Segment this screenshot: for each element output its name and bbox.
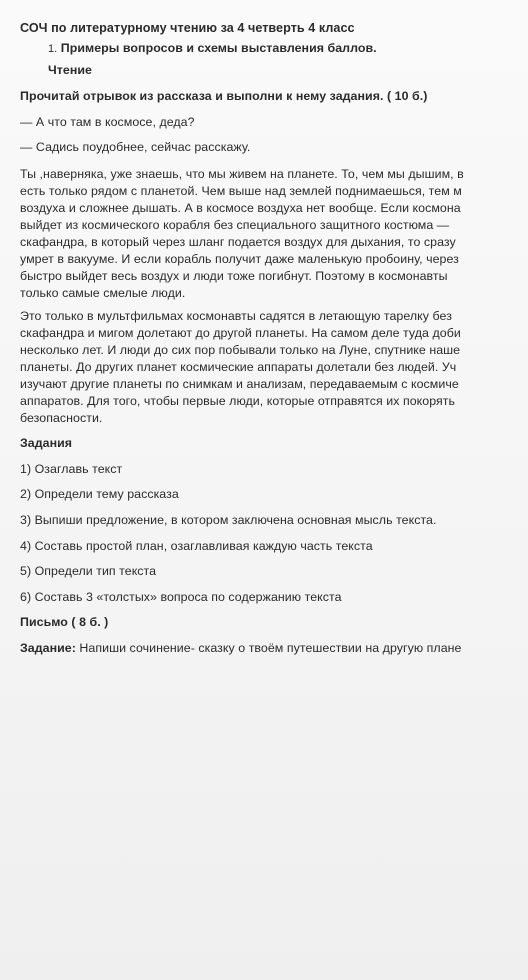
- paragraph-line: есть только рядом с планетой. Чем выше над землей поднимаешься, тем м: [20, 184, 462, 198]
- item-number: 1.: [48, 43, 58, 55]
- task-item: 2) Определи тему рассказа: [20, 487, 179, 501]
- paragraph-line: только самые смелые люди.: [20, 286, 186, 300]
- paragraph-line: воздуха и сложнее дышать. А в космосе воздуха нет вообще. Если космона: [20, 201, 461, 215]
- document-title: СОЧ по литературному чтению за 4 четверть 4 класс: [20, 21, 355, 35]
- writing-task: [20, 640, 461, 656]
- paragraph-line: быстро выйдет весь воздух и люди тоже погибнут. Поэтому в космонавты: [20, 269, 448, 283]
- task-item: 5) Определи тип текста: [20, 564, 157, 578]
- writing-heading: Письмо ( 8 б. ): [20, 615, 109, 629]
- item-text: Примеры вопросов и схемы выставления баллов.: [60, 41, 377, 55]
- paragraph-line: выйдет из космического корабля без специального защитного костюма —: [20, 218, 450, 232]
- paragraph-line: аппаратов. Для того, чтобы первые люди, которые отправятся их покорять: [20, 394, 456, 408]
- dialog-line: — Садись поудобнее, сейчас расскажу.: [20, 140, 251, 154]
- task-item: 4) Составь простой план, озаглавливая каждую часть текста: [20, 539, 373, 553]
- paragraph-line: умрет в вакууме. И если корабль получит даже маленькую пробоину, через: [20, 252, 459, 266]
- paragraph-line: Это только в мультфильмах космонавты садятся в летающую тарелку без: [20, 309, 452, 323]
- task-item: 6) Составь 3 «толстых» вопроса по содержанию текста: [20, 590, 342, 604]
- numbered-item: [48, 40, 377, 57]
- paragraph-line: скафандра и мигом долетают до другой планеты. На самом деле туда доби: [20, 326, 461, 340]
- tasks-heading: Задания: [20, 436, 73, 450]
- paragraph-line: несколько лет. И люди до сих пор побывали только на Луне, спутнике наше: [20, 343, 461, 357]
- task-label: Задание:: [20, 641, 76, 655]
- paragraph-line: изучают другие планеты по снимкам и анализам, передаваемым с космиче: [20, 377, 459, 391]
- task-item: 3) Выпиши предложение, в котором заключена основная мысль текста.: [20, 513, 437, 527]
- dialog-line: — А что там в космосе, деда?: [20, 115, 195, 129]
- paragraph-line: планеты. До других планет космические аппараты долетали без людей. Уч: [20, 360, 457, 374]
- reading-instruction: Прочитай отрывок из рассказа и выполни к нему задания. ( 10 б.): [20, 89, 428, 103]
- task-item: 1) Озаглавь текст: [20, 462, 123, 476]
- section-heading-reading: Чтение: [48, 63, 92, 77]
- paragraph-line: Ты ,наверняка, уже знаешь, что мы живем на планете. То, чем мы дышим, в: [20, 167, 464, 181]
- paragraph-line: безопасности.: [20, 411, 103, 425]
- task-text: Напиши сочинение- сказку о твоём путешествии на другую плане: [75, 641, 462, 655]
- paragraph-line: скафандра, в который через шланг подается воздух для дыхания, то сразу: [20, 235, 456, 249]
